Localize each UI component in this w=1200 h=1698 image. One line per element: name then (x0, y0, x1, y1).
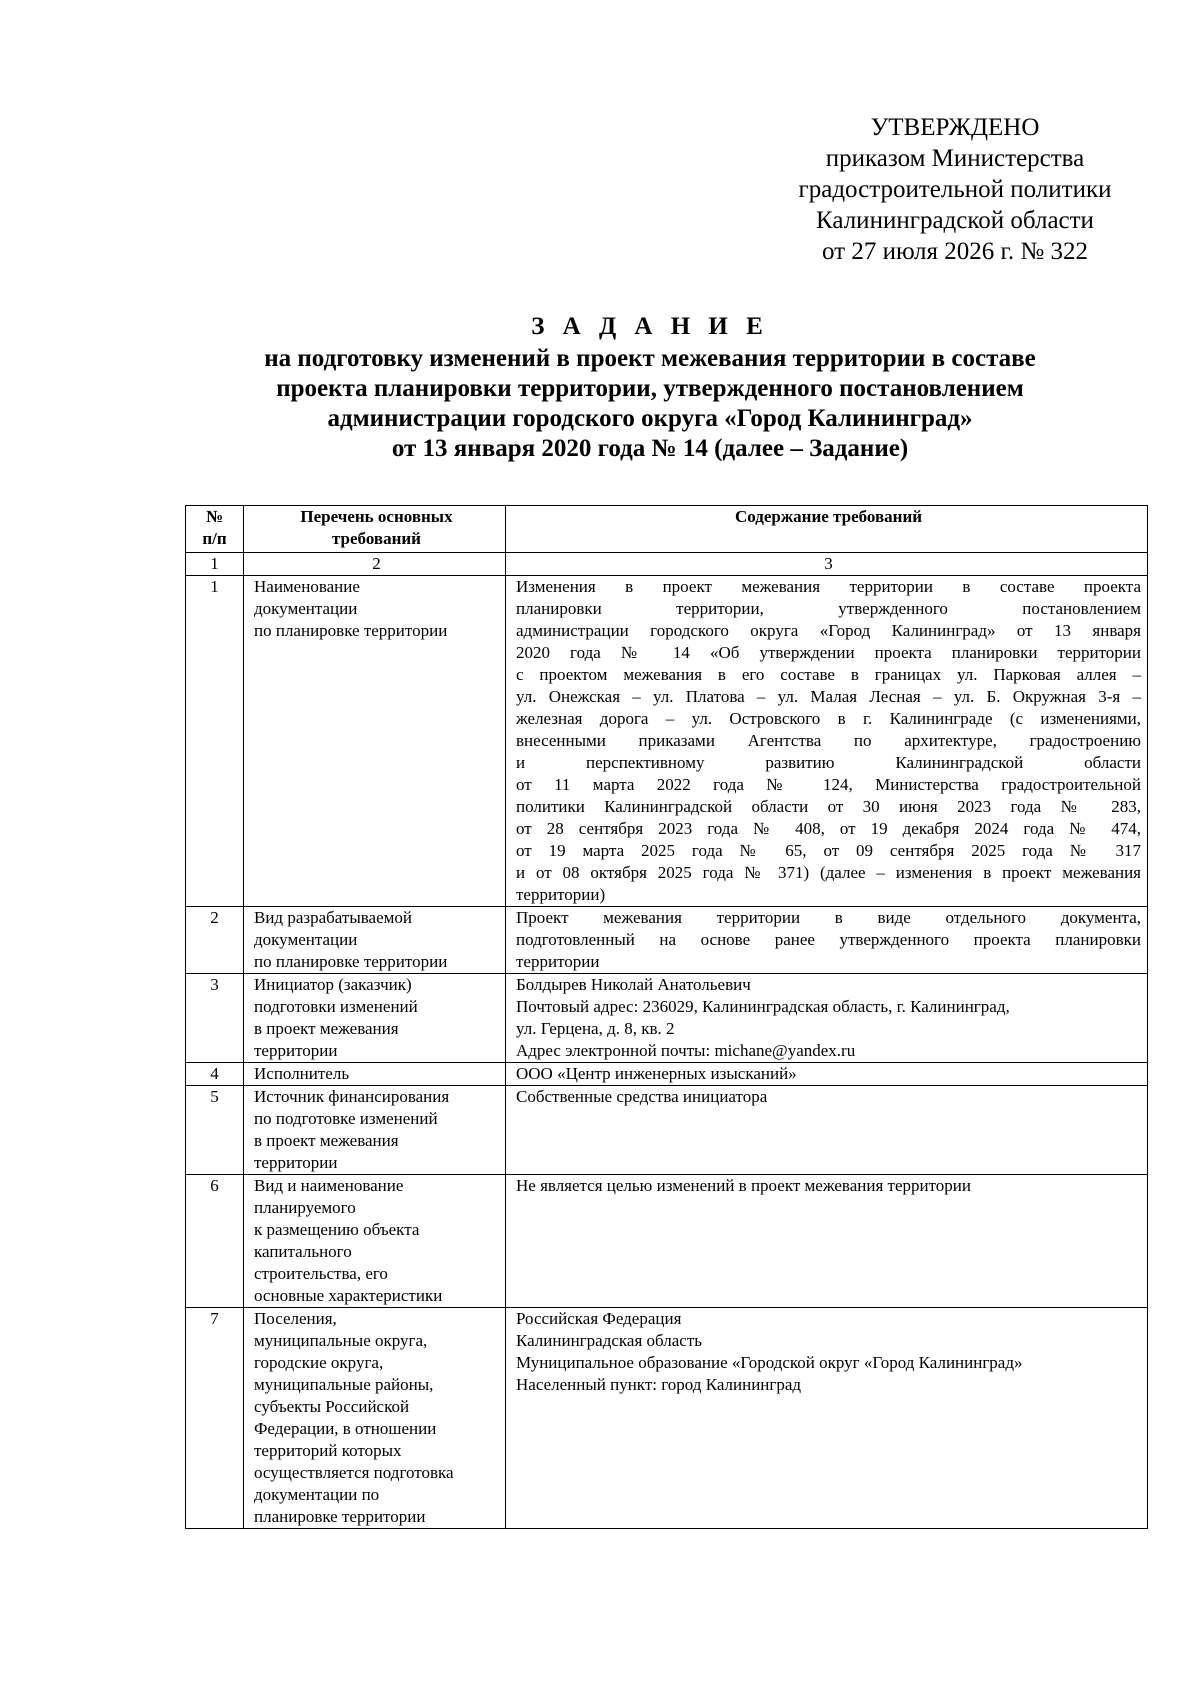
requirement-line: к размещению объекта (254, 1220, 420, 1239)
row-number: 6 (186, 1175, 244, 1308)
title-line: администрации городского округа «Город Калининград» (327, 405, 973, 432)
header-num-label: № п/п (202, 507, 227, 548)
content-line: и перспективному развитию Калининградской области (516, 753, 1141, 772)
content-line: с проектом межевания в его составе в границах ул. Парковая аллея – (516, 665, 1141, 684)
row-content (506, 907, 1148, 974)
row-content (506, 1086, 1148, 1175)
content-line: Собственные средства инициатора (516, 1087, 768, 1106)
content-line: территории (516, 952, 600, 971)
content-line: администрации городского округа «Город Калининград» от 13 января (516, 621, 1141, 640)
requirement-line: документации по (254, 1485, 380, 1504)
header-content (506, 506, 1148, 553)
content-line: от 11 марта 2022 года № 124, Министерства градостроительной (516, 775, 1141, 794)
content-line: Почтовый адрес: 236029, Калининградская область, г. Калининград, (516, 997, 1010, 1016)
approval-line: от 27 июля 2026 г. № 322 (821, 238, 1089, 265)
header-content-label: Содержание требований (734, 507, 923, 526)
approval-line: градостроительной политики (798, 176, 1112, 203)
requirement-line: территории (254, 1153, 338, 1172)
requirement-line: документации (254, 599, 358, 618)
content-line: ООО «Центр инженерных изысканий» (516, 1064, 797, 1083)
requirement-line: муниципальные районы, (254, 1375, 434, 1394)
requirement-line: Наименование (254, 577, 360, 596)
requirement-line: Вид разрабатываемой (254, 908, 412, 927)
content-line: Муниципальное образование «Городской округ «Город Калининград» (516, 1353, 1023, 1372)
requirement-line: Федерации, в отношении (254, 1419, 437, 1438)
content-line: Населенный пункт: город Калининград (516, 1375, 802, 1394)
requirement-line: Инициатор (заказчик) (254, 975, 412, 994)
approval-stamp (760, 112, 1150, 267)
content-line: ул. Герцена, д. 8, кв. 2 (516, 1019, 675, 1038)
requirement-line: городские округа, (254, 1353, 384, 1372)
requirement-line: территорий которых (254, 1441, 402, 1460)
approval-line: приказом Министерства (825, 145, 1085, 172)
content-line: Калининградская область (516, 1331, 702, 1350)
content-line: Проект межевания территории в виде отдельного документа, (516, 908, 1141, 927)
row-content (506, 1308, 1148, 1529)
table-row (186, 576, 1148, 907)
column-number: 2 (244, 553, 506, 576)
title-heading: З А Д А Н И Е (531, 313, 769, 340)
requirement-line: Источник финансирования (254, 1087, 450, 1106)
requirement-line: Исполнитель (254, 1064, 350, 1083)
content-line: Болдырев Николай Анатольевич (516, 975, 751, 994)
requirement-line: планируемого (254, 1198, 356, 1217)
requirement-line: осуществляется подготовка (254, 1463, 454, 1482)
requirement-line: по планировке территории (254, 621, 448, 640)
row-content (506, 974, 1148, 1063)
content-line: планировки территории, утвержденного постановлением (516, 599, 1141, 618)
requirement-line: территории (254, 1041, 338, 1060)
title-line: проекта планировки территории, утвержденного постановлением (276, 375, 1024, 402)
requirement-line: Поселения, (254, 1309, 337, 1328)
header-req-label: Перечень основных требований (300, 507, 453, 548)
row-content (506, 1175, 1148, 1308)
column-number: 3 (506, 553, 1148, 576)
row-requirement (244, 576, 506, 907)
row-requirement (244, 1086, 506, 1175)
content-line: подготовленный на основе ранее утвержденного проекта планировки (516, 930, 1141, 949)
table-row (186, 1063, 1148, 1086)
row-number: 4 (186, 1063, 244, 1086)
requirement-line: Вид и наименование (254, 1176, 404, 1195)
requirement-line: подготовки изменений (254, 997, 418, 1016)
content-line: Не является целью изменений в проект межевания территории (516, 1176, 971, 1195)
requirement-line: в проект межевания (254, 1019, 399, 1038)
approval-line: УТВЕРЖДЕНО (870, 114, 1040, 141)
requirement-line: капитального (254, 1242, 352, 1261)
content-line: от 28 сентября 2023 года № 408, от 19 декабря 2024 года № 474, (516, 819, 1141, 838)
content-line: железная дорога – ул. Островского в г. Калининграде (с изменениями, (516, 709, 1141, 728)
table-row (186, 1175, 1148, 1308)
requirement-line: документации (254, 930, 358, 949)
content-line: политики Калининградской области от 30 июня 2023 года № 283, (516, 797, 1141, 816)
table-row (186, 1086, 1148, 1175)
content-line: Адрес электронной почты: michane@yandex.ru (516, 1041, 856, 1060)
row-number: 3 (186, 974, 244, 1063)
content-line: ул. Онежская – ул. Платова – ул. Малая Лесная – ул. Б. Окружная 3-я – (516, 687, 1141, 706)
row-number: 7 (186, 1308, 244, 1529)
row-content (506, 1063, 1148, 1086)
content-line: внесенными приказами Агентства по архитектуре, градостроению (516, 731, 1141, 750)
content-line: и от 08 октября 2025 года № 371) (далее – изменения в проект межевания (516, 863, 1141, 882)
requirement-line: субъекты Российской (254, 1397, 410, 1416)
row-number: 2 (186, 907, 244, 974)
header-requirements (244, 506, 506, 553)
table-row (186, 907, 1148, 974)
content-line: от 19 марта 2025 года № 65, от 09 сентября 2025 года № 317 (516, 841, 1141, 860)
row-requirement (244, 1308, 506, 1529)
row-number: 5 (186, 1086, 244, 1175)
content-line: территории) (516, 885, 606, 904)
header-num (186, 506, 244, 553)
requirement-line: планировке территории (254, 1507, 426, 1526)
requirement-line: строительства, его (254, 1264, 388, 1283)
column-number: 1 (186, 553, 244, 576)
requirement-line: по планировке территории (254, 952, 448, 971)
requirement-line: муниципальные округа, (254, 1331, 428, 1350)
requirement-line: по подготовке изменений (254, 1109, 438, 1128)
requirement-line: в проект межевания (254, 1131, 399, 1150)
row-number: 1 (186, 576, 244, 907)
content-line: Изменения в проект межевания территории в составе проекта (516, 577, 1141, 596)
content-line: 2020 года № 14 «Об утверждении проекта планировки территории (516, 643, 1141, 662)
row-requirement (244, 1063, 506, 1086)
requirement-line: основные характеристики (254, 1286, 443, 1305)
row-requirement (244, 974, 506, 1063)
approval-line: Калининградской области (816, 207, 1094, 234)
title-line: на подготовку изменений в проект межевания территории в составе (264, 345, 1036, 372)
table-row (186, 1308, 1148, 1529)
row-requirement (244, 907, 506, 974)
table-header-row (186, 506, 1148, 553)
title-line: от 13 января 2020 года № 14 (далее – Задание) (391, 435, 909, 462)
row-requirement (244, 1175, 506, 1308)
column-number-row (186, 553, 1148, 576)
row-content (506, 576, 1148, 907)
requirements-table (185, 505, 1148, 1529)
table-row (186, 974, 1148, 1063)
content-line: Российская Федерация (516, 1309, 682, 1328)
document-title (120, 312, 1180, 464)
